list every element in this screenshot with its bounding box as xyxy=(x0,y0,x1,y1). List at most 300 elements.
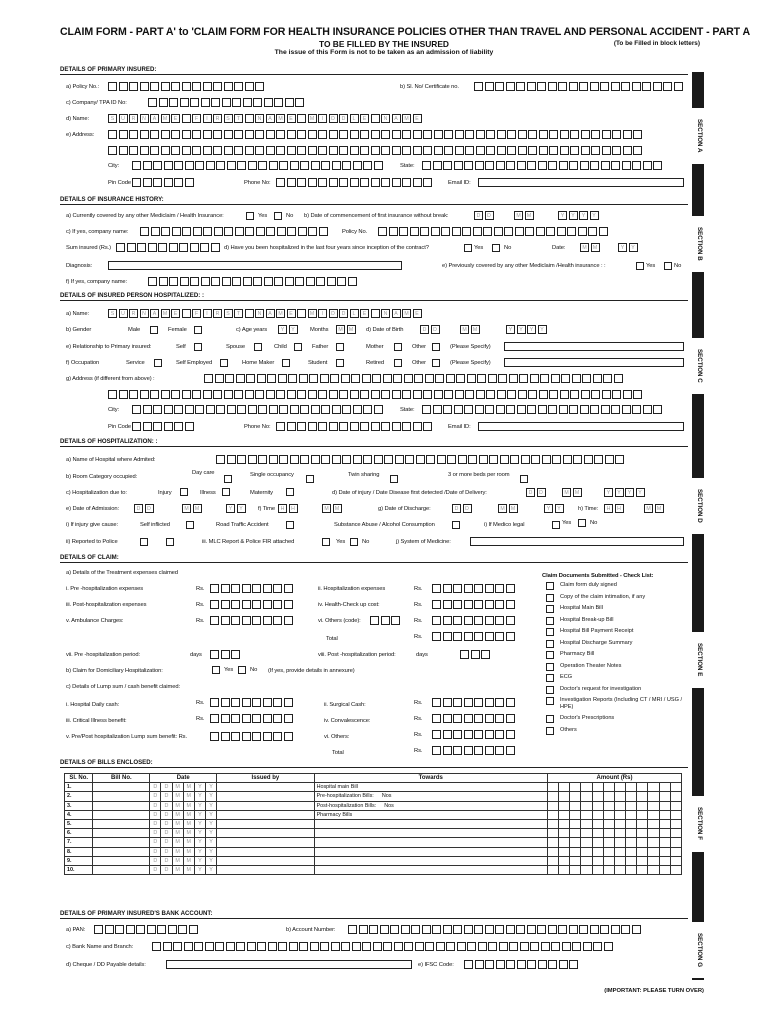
char-box[interactable] xyxy=(245,227,254,236)
occ-selfemp-checkbox[interactable] xyxy=(220,359,228,367)
char-box[interactable] xyxy=(258,161,267,170)
table-cell[interactable] xyxy=(637,819,648,828)
char-box[interactable] xyxy=(602,130,611,139)
checklist-checkbox[interactable] xyxy=(546,640,554,648)
char-box[interactable] xyxy=(422,405,431,414)
char-box[interactable] xyxy=(475,960,484,969)
char-box[interactable]: Y xyxy=(629,243,638,252)
char-box[interactable] xyxy=(299,942,308,951)
char-box[interactable] xyxy=(171,390,180,399)
maternity-checkbox[interactable] xyxy=(286,488,294,496)
char-box[interactable] xyxy=(119,146,128,155)
char-box[interactable] xyxy=(201,98,210,107)
char-box[interactable] xyxy=(443,714,452,723)
pre-period-field[interactable] xyxy=(210,650,240,659)
char-box[interactable]: D xyxy=(474,211,483,220)
char-box[interactable] xyxy=(245,130,254,139)
health-check-field[interactable] xyxy=(432,600,515,609)
table-cell[interactable] xyxy=(559,838,570,847)
table-cell[interactable] xyxy=(603,792,614,801)
table-cell[interactable]: M xyxy=(172,838,183,847)
char-box[interactable]: D xyxy=(339,309,348,318)
checklist-item[interactable] xyxy=(546,715,686,727)
char-box[interactable] xyxy=(444,390,453,399)
char-box[interactable] xyxy=(413,422,422,431)
table-cell[interactable] xyxy=(626,838,637,847)
char-box[interactable] xyxy=(581,146,590,155)
char-box[interactable] xyxy=(348,925,357,934)
table-cell[interactable]: 8. xyxy=(65,847,93,856)
table-cell[interactable] xyxy=(314,838,547,847)
table-cell[interactable]: D xyxy=(161,838,172,847)
char-box[interactable] xyxy=(116,243,125,252)
char-box[interactable] xyxy=(136,925,145,934)
char-box[interactable] xyxy=(263,714,272,723)
char-box[interactable] xyxy=(485,960,494,969)
char-box[interactable] xyxy=(559,960,568,969)
char-box[interactable] xyxy=(494,227,503,236)
char-box[interactable] xyxy=(615,455,624,464)
char-box[interactable] xyxy=(352,942,361,951)
char-box[interactable] xyxy=(182,82,191,91)
char-box[interactable] xyxy=(527,960,536,969)
char-box[interactable] xyxy=(477,374,486,383)
char-box[interactable] xyxy=(169,98,178,107)
char-box[interactable] xyxy=(485,584,494,593)
char-box[interactable] xyxy=(392,130,401,139)
convalescence-field[interactable] xyxy=(432,714,515,723)
checklist-checkbox[interactable] xyxy=(546,605,554,613)
char-box[interactable]: N xyxy=(255,114,264,123)
char-box[interactable]: M xyxy=(644,504,653,513)
char-box[interactable] xyxy=(140,82,149,91)
char-box[interactable] xyxy=(164,178,173,187)
char-box[interactable] xyxy=(263,584,272,593)
char-box[interactable] xyxy=(465,130,474,139)
char-box[interactable] xyxy=(570,390,579,399)
checklist-item[interactable] xyxy=(546,686,686,698)
char-box[interactable] xyxy=(674,82,683,91)
char-box[interactable] xyxy=(231,714,240,723)
char-box[interactable] xyxy=(520,942,529,951)
char-box[interactable]: M xyxy=(509,504,518,513)
char-box[interactable] xyxy=(329,178,338,187)
char-box[interactable] xyxy=(203,82,212,91)
char-box[interactable] xyxy=(153,178,162,187)
char-box[interactable] xyxy=(559,161,568,170)
char-box[interactable] xyxy=(211,277,220,286)
char-box[interactable] xyxy=(308,146,317,155)
char-box[interactable] xyxy=(258,455,267,464)
char-box[interactable] xyxy=(339,130,348,139)
char-box[interactable] xyxy=(423,146,432,155)
char-box[interactable]: U xyxy=(119,114,128,123)
table-cell[interactable]: Y xyxy=(194,810,205,819)
char-box[interactable] xyxy=(237,455,246,464)
table-cell[interactable]: M xyxy=(183,783,194,792)
char-box[interactable] xyxy=(371,146,380,155)
table-cell[interactable]: M xyxy=(183,865,194,874)
char-box[interactable] xyxy=(168,925,177,934)
char-box[interactable] xyxy=(633,130,642,139)
char-box[interactable] xyxy=(383,942,392,951)
char-box[interactable] xyxy=(234,130,243,139)
char-box[interactable] xyxy=(252,698,261,707)
char-box[interactable] xyxy=(437,455,446,464)
char-box[interactable] xyxy=(474,714,483,723)
table-cell[interactable] xyxy=(570,819,581,828)
others-code-field[interactable] xyxy=(370,616,400,625)
table-cell[interactable] xyxy=(93,810,150,819)
table-cell[interactable] xyxy=(592,847,603,856)
char-box[interactable]: D xyxy=(431,325,440,334)
char-box[interactable]: D xyxy=(134,504,143,513)
table-cell[interactable] xyxy=(547,810,558,819)
char-box[interactable] xyxy=(255,146,264,155)
char-box[interactable] xyxy=(363,455,372,464)
table-cell[interactable]: Y xyxy=(206,847,217,856)
char-box[interactable] xyxy=(108,82,117,91)
char-box[interactable]: M xyxy=(460,325,469,334)
char-box[interactable] xyxy=(392,178,401,187)
table-cell[interactable] xyxy=(603,847,614,856)
post-period-field[interactable] xyxy=(460,650,490,659)
table-cell[interactable] xyxy=(570,829,581,838)
char-box[interactable] xyxy=(405,455,414,464)
char-box[interactable] xyxy=(129,130,138,139)
char-box[interactable] xyxy=(426,455,435,464)
char-box[interactable] xyxy=(276,178,285,187)
char-box[interactable] xyxy=(432,746,441,755)
char-box[interactable] xyxy=(478,942,487,951)
char-box[interactable] xyxy=(119,390,128,399)
table-cell[interactable] xyxy=(547,847,558,856)
table-cell[interactable] xyxy=(659,810,670,819)
char-box[interactable] xyxy=(242,698,251,707)
char-box[interactable] xyxy=(464,714,473,723)
char-box[interactable]: N xyxy=(255,309,264,318)
char-box[interactable] xyxy=(453,730,462,739)
char-box[interactable] xyxy=(432,584,441,593)
char-box[interactable] xyxy=(203,390,212,399)
char-box[interactable] xyxy=(227,455,236,464)
char-box[interactable] xyxy=(285,277,294,286)
char-box[interactable] xyxy=(432,600,441,609)
char-box[interactable] xyxy=(578,227,587,236)
char-box[interactable] xyxy=(612,390,621,399)
char-box[interactable] xyxy=(474,584,483,593)
char-box[interactable] xyxy=(485,161,494,170)
char-box[interactable] xyxy=(242,732,251,741)
char-box[interactable] xyxy=(464,600,473,609)
char-box[interactable] xyxy=(362,374,371,383)
char-box[interactable] xyxy=(536,227,545,236)
char-box[interactable] xyxy=(580,405,589,414)
char-box[interactable] xyxy=(348,277,357,286)
char-box[interactable] xyxy=(474,600,483,609)
char-box[interactable] xyxy=(268,942,277,951)
char-box[interactable] xyxy=(161,130,170,139)
table-cell[interactable]: 6. xyxy=(65,829,93,838)
char-box[interactable] xyxy=(140,227,149,236)
table-cell[interactable]: D xyxy=(161,801,172,810)
char-box[interactable] xyxy=(485,698,494,707)
char-box[interactable] xyxy=(164,405,173,414)
char-box[interactable] xyxy=(582,374,591,383)
char-box[interactable] xyxy=(432,925,441,934)
char-box[interactable] xyxy=(192,82,201,91)
table-cell[interactable] xyxy=(217,856,314,865)
table-cell[interactable] xyxy=(570,783,581,792)
self-inflicted-checkbox[interactable] xyxy=(186,521,194,529)
table-cell[interactable]: Y xyxy=(194,801,205,810)
table-cell[interactable] xyxy=(626,792,637,801)
char-box[interactable] xyxy=(327,277,336,286)
char-box[interactable] xyxy=(456,374,465,383)
char-box[interactable]: T xyxy=(234,309,243,318)
char-box[interactable] xyxy=(215,374,224,383)
table-cell[interactable] xyxy=(592,856,603,865)
table-cell[interactable] xyxy=(93,865,150,874)
date-injury-mm[interactable] xyxy=(562,488,582,497)
table-cell[interactable] xyxy=(626,801,637,810)
char-box[interactable] xyxy=(256,227,265,236)
daily-cash-field[interactable] xyxy=(210,698,293,707)
char-box[interactable] xyxy=(105,925,114,934)
char-box[interactable] xyxy=(224,130,233,139)
char-box[interactable] xyxy=(206,405,215,414)
table-cell[interactable] xyxy=(603,819,614,828)
char-box[interactable] xyxy=(528,146,537,155)
char-box[interactable]: D xyxy=(329,114,338,123)
address-line-2[interactable] xyxy=(108,146,642,155)
char-box[interactable] xyxy=(94,925,103,934)
char-box[interactable] xyxy=(485,632,494,641)
char-box[interactable] xyxy=(371,178,380,187)
char-box[interactable] xyxy=(360,178,369,187)
table-cell[interactable] xyxy=(547,856,558,865)
char-box[interactable] xyxy=(643,161,652,170)
char-box[interactable] xyxy=(276,390,285,399)
char-box[interactable] xyxy=(465,146,474,155)
char-box[interactable]: I xyxy=(318,309,327,318)
char-box[interactable] xyxy=(371,309,380,318)
char-box[interactable] xyxy=(360,422,369,431)
table-cell[interactable]: D xyxy=(161,829,172,838)
char-box[interactable] xyxy=(224,146,233,155)
char-box[interactable] xyxy=(464,746,473,755)
char-box[interactable] xyxy=(414,374,423,383)
prev-no-checkbox[interactable] xyxy=(664,262,672,270)
checklist-item[interactable] xyxy=(546,640,686,652)
table-cell[interactable] xyxy=(314,819,547,828)
char-box[interactable] xyxy=(590,405,599,414)
char-box[interactable] xyxy=(127,243,136,252)
table-cell[interactable] xyxy=(614,801,625,810)
char-box[interactable] xyxy=(119,82,128,91)
char-box[interactable] xyxy=(593,942,602,951)
char-box[interactable] xyxy=(297,390,306,399)
char-box[interactable] xyxy=(381,178,390,187)
char-box[interactable] xyxy=(506,600,515,609)
char-box[interactable] xyxy=(279,455,288,464)
char-box[interactable] xyxy=(284,616,293,625)
char-box[interactable] xyxy=(279,161,288,170)
char-box[interactable] xyxy=(263,698,272,707)
male-checkbox[interactable] xyxy=(150,326,158,334)
char-box[interactable] xyxy=(174,422,183,431)
checklist-item[interactable] xyxy=(546,727,686,739)
medico-no-checkbox[interactable] xyxy=(578,519,586,527)
char-box[interactable] xyxy=(318,146,327,155)
char-box[interactable] xyxy=(189,925,198,934)
char-box[interactable] xyxy=(182,227,191,236)
table-cell[interactable] xyxy=(314,847,547,856)
char-box[interactable] xyxy=(622,405,631,414)
table-cell[interactable] xyxy=(648,856,659,865)
hospitalized-mm[interactable] xyxy=(580,243,600,252)
char-box[interactable] xyxy=(381,146,390,155)
char-box[interactable] xyxy=(580,161,589,170)
char-box[interactable] xyxy=(255,82,264,91)
table-cell[interactable]: D xyxy=(150,829,161,838)
substance-checkbox[interactable] xyxy=(452,521,460,529)
table-cell[interactable]: D xyxy=(150,838,161,847)
table-cell[interactable] xyxy=(659,783,670,792)
commence-yyyy[interactable] xyxy=(558,211,599,220)
table-cell[interactable]: Y xyxy=(206,792,217,801)
table-cell[interactable] xyxy=(603,783,614,792)
char-box[interactable] xyxy=(623,130,632,139)
char-box[interactable] xyxy=(362,942,371,951)
char-box[interactable] xyxy=(330,374,339,383)
char-box[interactable] xyxy=(236,374,245,383)
char-box[interactable] xyxy=(443,405,452,414)
char-box[interactable] xyxy=(269,405,278,414)
char-box[interactable] xyxy=(507,390,516,399)
char-box[interactable] xyxy=(342,405,351,414)
char-box[interactable] xyxy=(224,82,233,91)
table-cell[interactable]: 3. xyxy=(65,801,93,810)
table-cell[interactable] xyxy=(314,865,547,874)
char-box[interactable] xyxy=(383,374,392,383)
char-box[interactable] xyxy=(455,146,464,155)
table-cell[interactable]: Y xyxy=(206,783,217,792)
char-box[interactable] xyxy=(541,942,550,951)
char-box[interactable] xyxy=(374,161,383,170)
char-box[interactable] xyxy=(308,390,317,399)
table-cell[interactable] xyxy=(93,801,150,810)
char-box[interactable] xyxy=(231,616,240,625)
char-box[interactable] xyxy=(558,925,567,934)
char-box[interactable] xyxy=(495,714,504,723)
table-cell[interactable] xyxy=(581,819,592,828)
table-cell[interactable]: D xyxy=(150,792,161,801)
char-box[interactable] xyxy=(153,405,162,414)
char-box[interactable]: H xyxy=(615,504,624,513)
char-box[interactable] xyxy=(601,405,610,414)
char-box[interactable] xyxy=(527,405,536,414)
table-cell[interactable]: D xyxy=(161,783,172,792)
char-box[interactable] xyxy=(432,616,441,625)
char-box[interactable] xyxy=(329,422,338,431)
date-injury-dd[interactable] xyxy=(526,488,546,497)
char-box[interactable] xyxy=(351,374,360,383)
char-box[interactable] xyxy=(332,405,341,414)
table-cell[interactable]: D xyxy=(150,810,161,819)
char-box[interactable] xyxy=(579,82,588,91)
char-box[interactable] xyxy=(540,374,549,383)
char-box[interactable] xyxy=(558,82,567,91)
char-box[interactable] xyxy=(584,455,593,464)
char-box[interactable] xyxy=(216,405,225,414)
table-cell[interactable] xyxy=(217,783,314,792)
char-box[interactable] xyxy=(560,130,569,139)
table-cell[interactable] xyxy=(217,801,314,810)
table-cell[interactable] xyxy=(592,801,603,810)
char-box[interactable] xyxy=(213,390,222,399)
char-box[interactable] xyxy=(164,422,173,431)
char-box[interactable] xyxy=(569,161,578,170)
char-box[interactable] xyxy=(444,146,453,155)
char-box[interactable] xyxy=(234,82,243,91)
char-box[interactable] xyxy=(416,455,425,464)
table-cell[interactable] xyxy=(637,856,648,865)
char-box[interactable] xyxy=(213,82,222,91)
char-box[interactable] xyxy=(277,227,286,236)
char-box[interactable]: L xyxy=(350,309,359,318)
char-box[interactable] xyxy=(248,405,257,414)
char-box[interactable] xyxy=(360,130,369,139)
char-box[interactable] xyxy=(295,98,304,107)
char-box[interactable] xyxy=(284,600,293,609)
char-box[interactable] xyxy=(561,374,570,383)
char-box[interactable] xyxy=(252,600,261,609)
char-box[interactable] xyxy=(321,455,330,464)
char-box[interactable]: M xyxy=(580,243,589,252)
char-box[interactable] xyxy=(316,277,325,286)
char-box[interactable]: Y xyxy=(538,325,547,334)
char-box[interactable] xyxy=(413,178,422,187)
char-box[interactable]: R xyxy=(129,309,138,318)
table-cell[interactable] xyxy=(614,856,625,865)
table-cell[interactable] xyxy=(570,865,581,874)
char-box[interactable] xyxy=(353,405,362,414)
char-box[interactable] xyxy=(474,82,483,91)
char-box[interactable] xyxy=(399,227,408,236)
char-box[interactable] xyxy=(519,374,528,383)
char-box[interactable] xyxy=(226,942,235,951)
table-cell[interactable] xyxy=(217,865,314,874)
char-box[interactable] xyxy=(506,730,515,739)
table-cell[interactable]: M xyxy=(183,838,194,847)
char-box[interactable] xyxy=(549,130,558,139)
char-box[interactable] xyxy=(433,161,442,170)
char-box[interactable] xyxy=(227,405,236,414)
char-box[interactable] xyxy=(392,422,401,431)
char-box[interactable]: M xyxy=(276,114,285,123)
char-box[interactable] xyxy=(410,227,419,236)
char-box[interactable]: M xyxy=(655,504,664,513)
table-cell[interactable] xyxy=(559,783,570,792)
char-box[interactable] xyxy=(371,390,380,399)
table-cell[interactable] xyxy=(648,819,659,828)
char-box[interactable] xyxy=(581,130,590,139)
table-cell[interactable] xyxy=(217,838,314,847)
char-box[interactable] xyxy=(150,390,159,399)
char-box[interactable] xyxy=(557,227,566,236)
table-cell[interactable]: M xyxy=(183,810,194,819)
